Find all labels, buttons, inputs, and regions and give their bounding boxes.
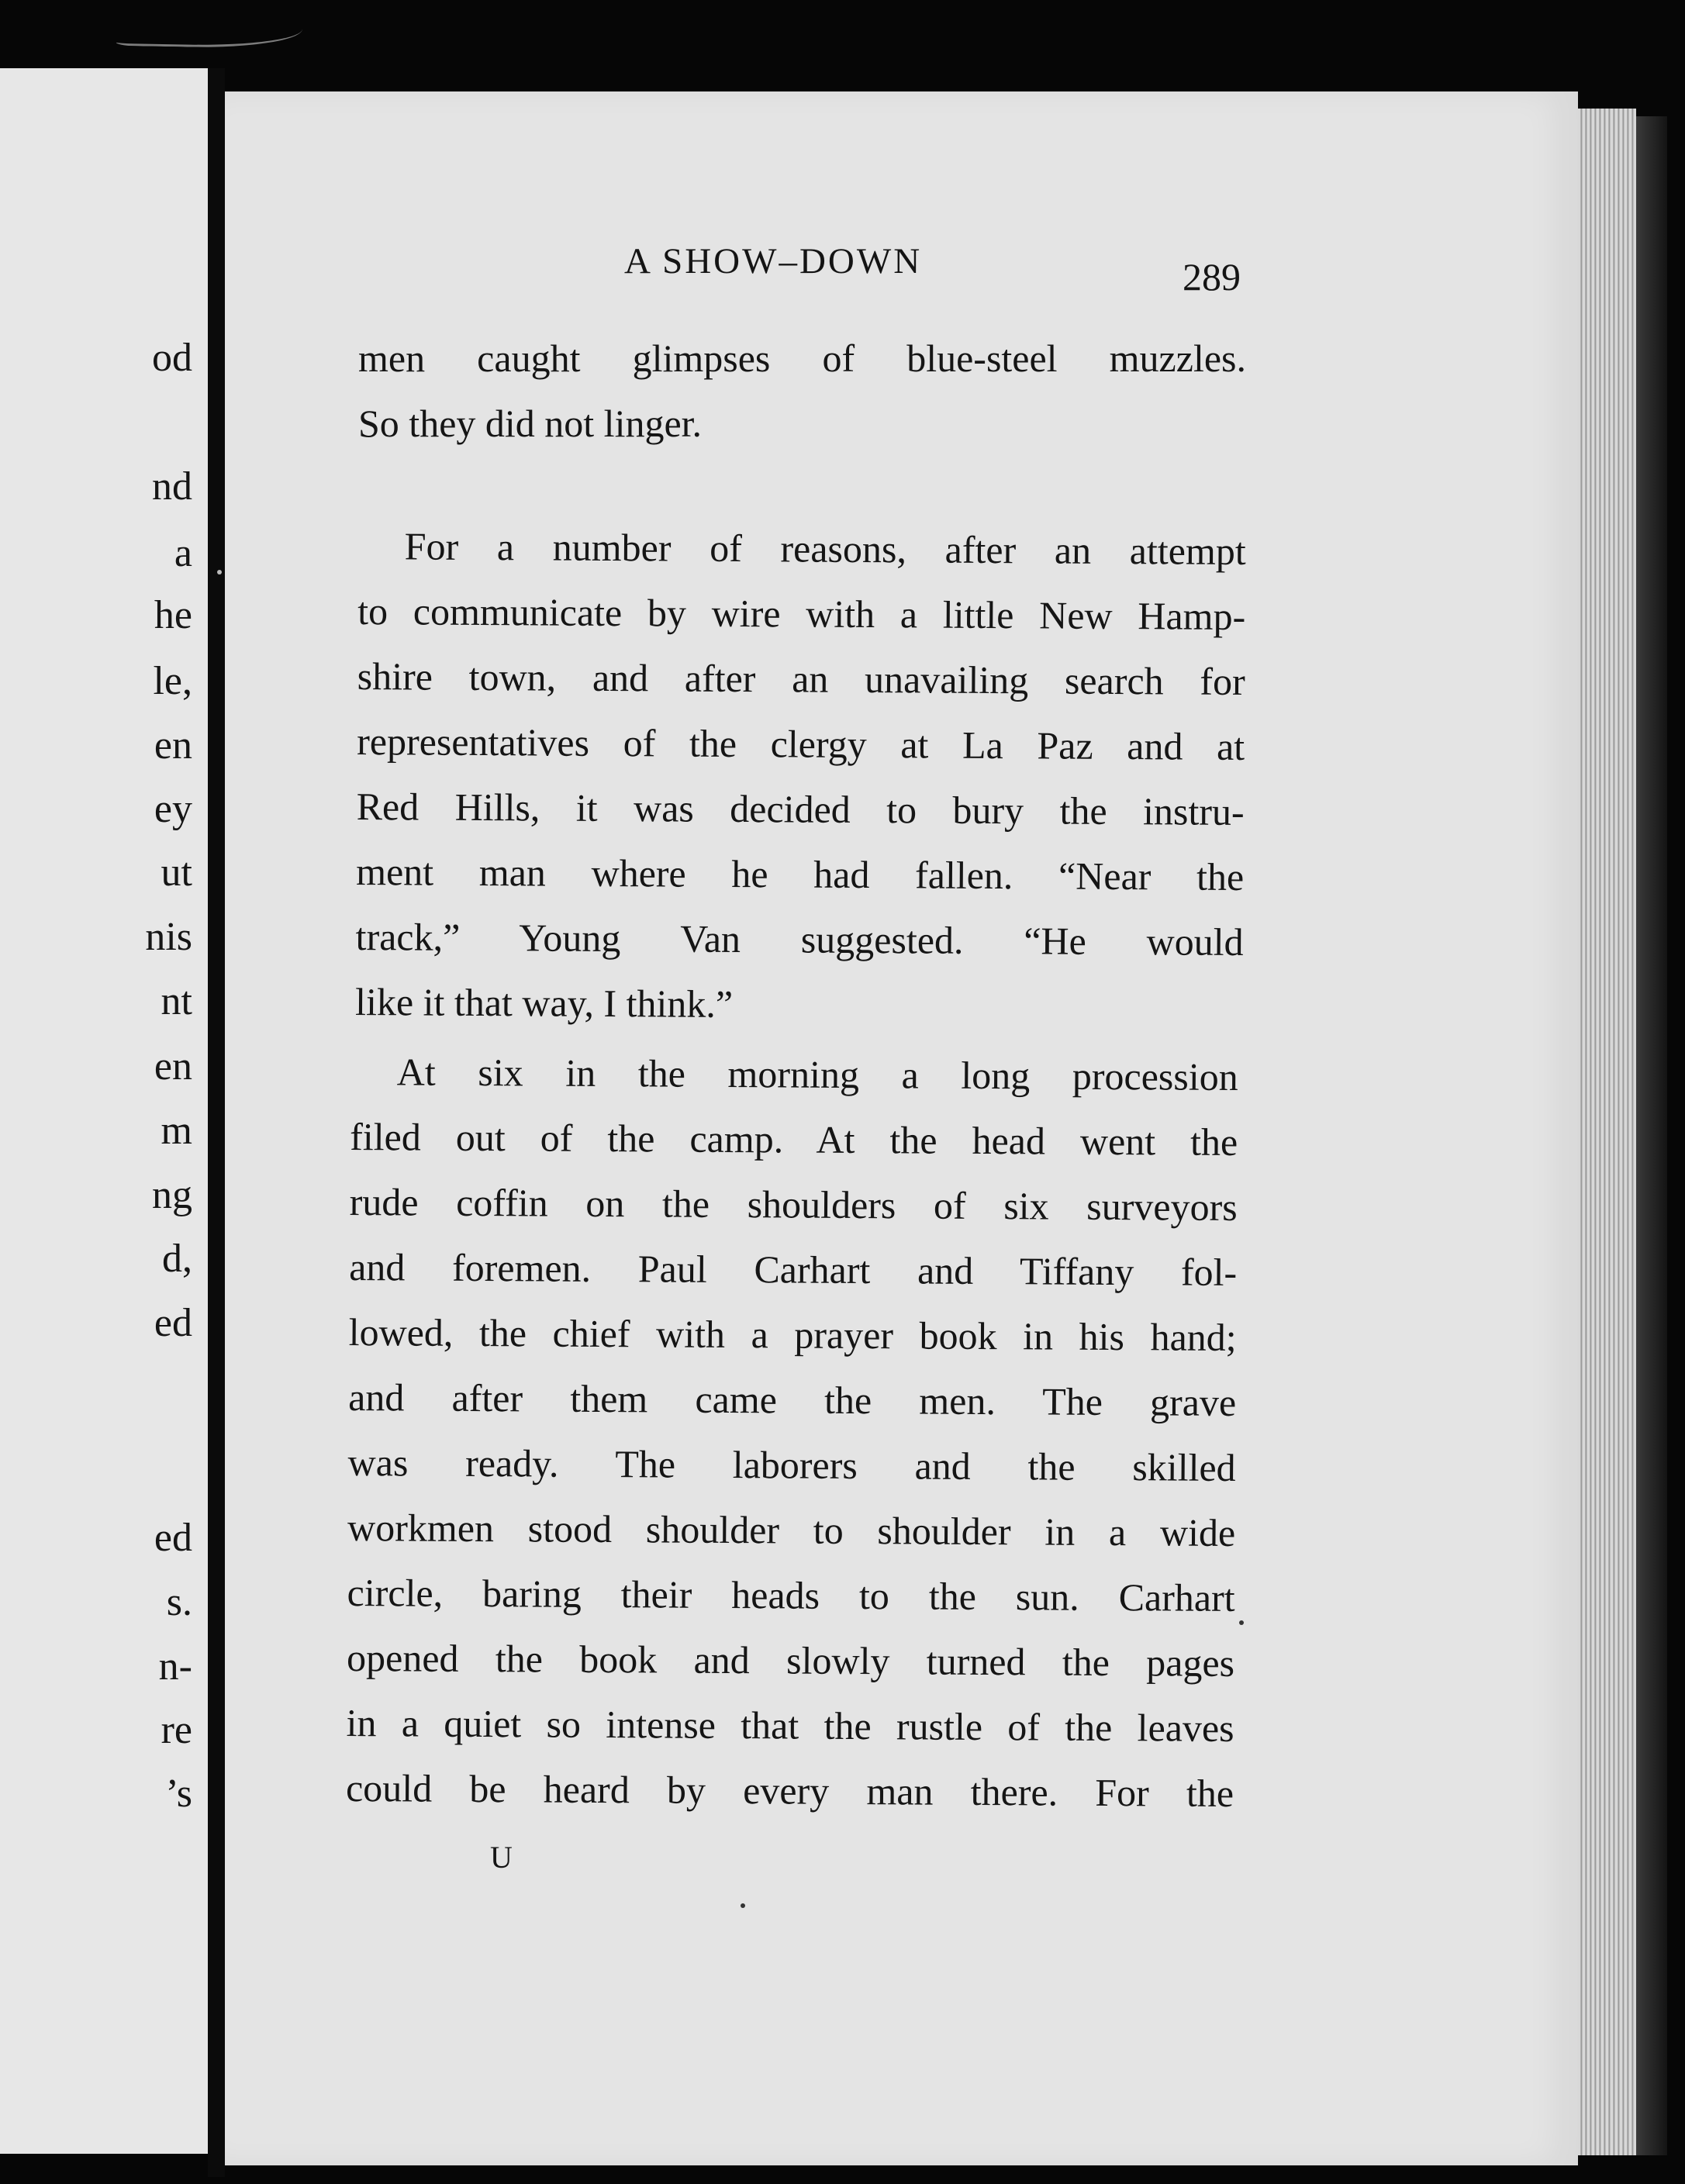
text-line: At six in the morning a long procession <box>396 1050 1238 1099</box>
left-fragment: ey <box>154 787 192 831</box>
text-line: representatives of the clergy at La Paz and at <box>357 719 1245 768</box>
paragraph-burial-decision <box>355 513 1246 1040</box>
text-line: and foremen. Paul Carhart and Tiffany fol- <box>349 1244 1238 1294</box>
text-line: ment man where he had fallen. “Near the <box>356 849 1245 899</box>
book-cover-edge <box>1636 116 1667 2155</box>
text-line: opened the book and slowly turned the pages <box>346 1635 1235 1685</box>
left-fragment: nis <box>145 915 192 959</box>
left-fragment: nt <box>161 979 192 1023</box>
text-line: rude coffin on the shoulders of six surveyors <box>349 1179 1238 1229</box>
left-fragment: re <box>161 1708 192 1752</box>
scan-speck <box>1239 1620 1244 1625</box>
book-gutter <box>208 68 225 2177</box>
text-line: could be heard by every man there. For the <box>345 1765 1234 1815</box>
scan-speck <box>217 570 222 574</box>
facing-page-left <box>0 68 208 2154</box>
left-fragment: en <box>154 1044 192 1089</box>
left-fragment: ed <box>154 1516 192 1560</box>
left-fragment: nd <box>152 464 192 509</box>
left-fragment: m <box>161 1109 192 1153</box>
left-fragment: ed <box>154 1301 192 1345</box>
page-edges <box>1578 109 1636 2155</box>
text-line: to communicate by wire with a little New Hamp- <box>357 588 1246 638</box>
left-fragment: s. <box>166 1580 192 1624</box>
left-fragment: od <box>152 336 192 380</box>
left-fragment: le, <box>153 659 192 703</box>
left-fragment: d, <box>162 1237 192 1281</box>
text-line: lowed, the chief with a prayer book in his hand; <box>348 1309 1237 1359</box>
page-number: 289 <box>1183 255 1241 298</box>
text-line: Red Hills, it was decided to bury the instru- <box>356 784 1245 833</box>
text-line: filed out of the camp. At the head went the <box>350 1114 1238 1164</box>
left-fragment: ut <box>161 850 192 895</box>
left-fragment: n- <box>158 1644 192 1689</box>
text-line: was ready. The laborers and the skilled <box>347 1440 1236 1489</box>
left-fragment: he <box>154 593 192 637</box>
scan-artifact-stroke <box>116 12 303 49</box>
text-line: For a number of reasons, after an attempt <box>404 524 1246 573</box>
text-line: shire town, and after an unavailing search for <box>357 654 1245 703</box>
text-line: in a quiet so intense that the rustle of the leaves <box>346 1700 1234 1750</box>
text-line: workmen stood shoulder to shoulder in a wide <box>347 1505 1236 1554</box>
paragraph-procession <box>346 1039 1238 1826</box>
text-line: like it that way, I think.” <box>354 979 734 1026</box>
left-fragment: a <box>174 531 192 575</box>
text-line: men caught glimpses of blue-steel muzzles. <box>358 336 1246 380</box>
signature-mark: U <box>490 1840 513 1875</box>
text-line: and after them came the men. The grave <box>348 1375 1237 1424</box>
left-fragment: en <box>154 723 192 768</box>
text-line: track,” Young Van suggested. “He would <box>355 914 1244 964</box>
text-line: circle, baring their heads to the sun. Carhart <box>347 1570 1235 1620</box>
left-fragment: ng <box>152 1173 192 1217</box>
running-head: A SHOW–DOWN <box>624 241 923 281</box>
paragraph-continued <box>358 326 1246 456</box>
left-fragment: ’s <box>165 1772 192 1816</box>
scan-speck <box>741 1903 745 1908</box>
text-line: So they did not linger. <box>358 402 703 445</box>
